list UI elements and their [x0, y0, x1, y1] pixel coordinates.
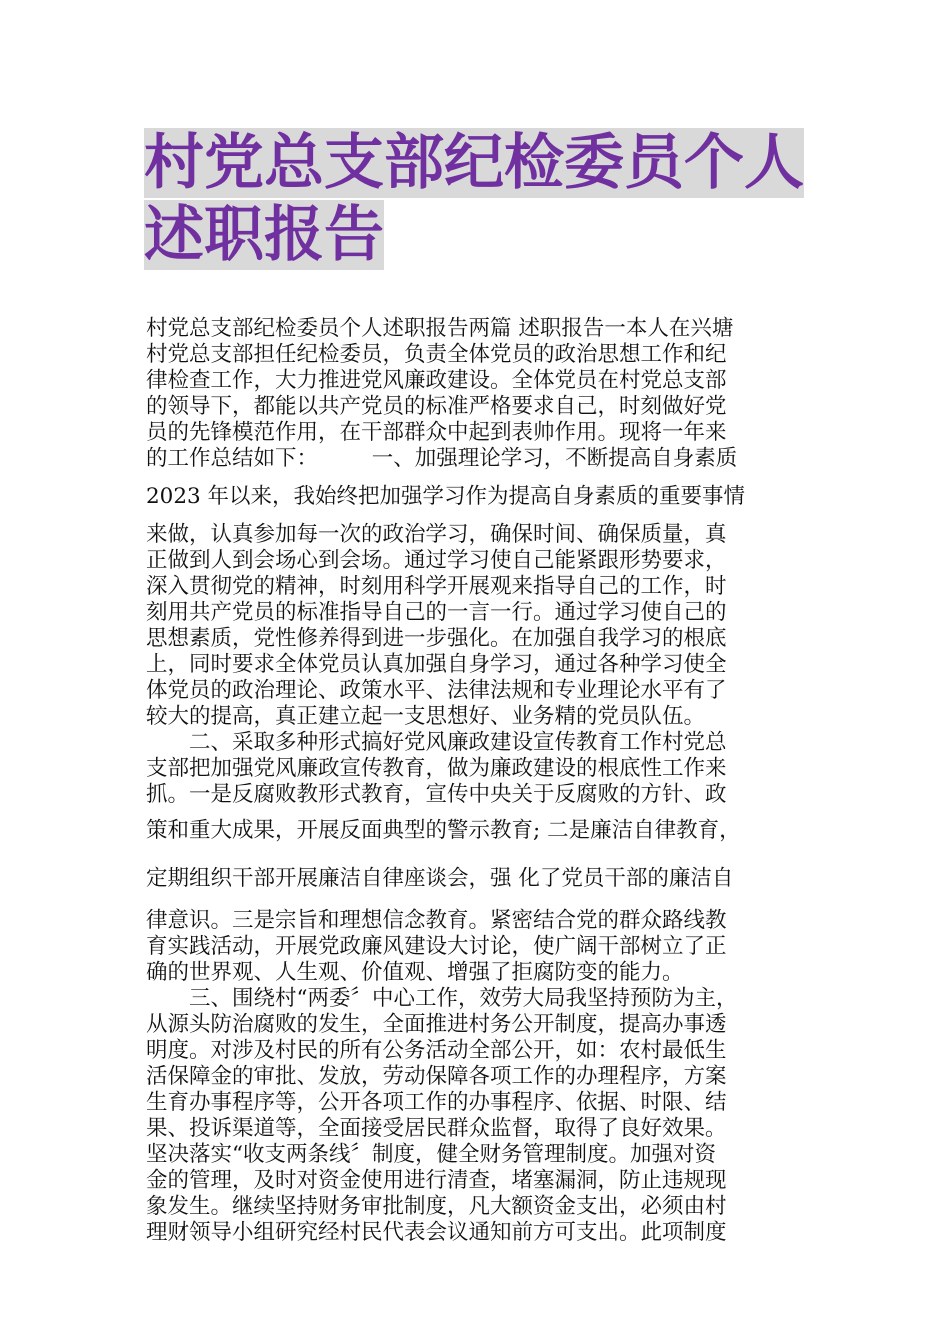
body-line: 支部把加强党风廉政宣传教育，做为廉政建设的根底性工作来 — [146, 756, 727, 781]
body-line: 坚决落实“收支两条线〞制度，健全财务管理制度。加强对资 — [146, 1142, 716, 1167]
body-line: 定期组织干部开展廉洁自律座谈会，强 化了党员干部的廉洁自 — [146, 866, 734, 891]
body-line: 体党员的政治理论、政策水平、法律法规和专业理论水平有了 — [146, 678, 727, 703]
body-line: 较大的提高，真正建立起一支思想好、业务精的党员队伍。 — [146, 704, 706, 729]
body-line: 律检查工作，大力推进党风廉政建设。全体党员在村党总支部 — [146, 368, 727, 393]
body-line: 理财领导小组研究经村民代表会议通知前方可支出。此项制度 — [146, 1220, 727, 1245]
body-line: 2023 年以来，我始终把加强学习作为提高自身素质的重要事情 — [146, 484, 746, 509]
body-line: 上，同时要求全体党员认真加强自身学习，通过各种学习使全 — [146, 652, 727, 677]
title-line-2: 述职报告 — [144, 200, 384, 270]
body-line: 思想素质，党性修养得到进一步强化。在加强自我学习的根底 — [146, 626, 727, 651]
body-line: 活保障金的审批、发放，劳动保障各项工作的办理程序，方案 — [146, 1064, 727, 1089]
body-line: 果、投诉渠道等，全面接受居民群众监督，取得了良好效果。 — [146, 1116, 727, 1141]
body-line: 刻用共产党员的标准指导自己的一言一行。通过学习使自己的 — [146, 600, 727, 625]
body-line: 策和重大成果，开展反面典型的警示教育; 二是廉洁自律教育， — [146, 818, 741, 843]
body-line: 象发生。继续坚持财务审批制度，凡大额资金支出，必须由村 — [146, 1194, 727, 1219]
body-line: 的领导下，都能以共产党员的标准严格要求自己，时刻做好党 — [146, 394, 727, 419]
section-heading-line: 三、围绕村“两委〞中心工作，效劳大局我坚持预防为主， — [189, 986, 738, 1011]
body-line: 的工作总结如下： 一、加强理论学习，不断提高自身素质 — [146, 446, 738, 471]
body-line: 村党总支部纪检委员个人述职报告两篇 述职报告一本人在兴塘 — [146, 316, 734, 341]
body-line: 金的管理，及时对资金使用进行清查，堵塞漏洞，防止违规现 — [146, 1168, 727, 1193]
body-line: 确的世界观、人生观、价值观、增强了拒腐防变的能力。 — [146, 960, 684, 985]
body-line: 来做，认真参加每一次的政治学习，确保时间、确保质量，真 — [146, 522, 727, 547]
body-line: 正做到人到会场心到会场。通过学习使自己能紧跟形势要求， — [146, 548, 727, 573]
body-line: 生育办事程序等，公开各项工作的办事程序、依据、时限、结 — [146, 1090, 727, 1115]
body-line: 育实践活动，开展党政廉风建设大讨论，使广阔干部树立了正 — [146, 934, 727, 959]
body-line: 明度。对涉及村民的所有公务活动全部公开，如：农村最低生 — [146, 1038, 727, 1063]
body-line: 员的先锋模范作用，在干部群众中起到表帅作用。现将一年来 — [146, 420, 727, 445]
body-line: 深入贯彻党的精神，时刻用科学开展观来指导自己的工作，时 — [146, 574, 727, 599]
title-line-1: 村党总支部纪检委员个人 — [144, 128, 804, 198]
section-heading-line: 二、采取多种形式搞好党风廉政建设宣传教育工作村党总 — [189, 730, 727, 755]
body-line: 抓。一是反腐败教形式教育，宣传中央关于反腐败的方针、政 — [146, 782, 727, 807]
document-title — [144, 127, 824, 271]
body-line: 村党总支部担任纪检委员，负责全体党员的政治思想工作和纪 — [146, 342, 727, 367]
body-line: 律意识。三是宗旨和理想信念教育。紧密结合党的群众路线教 — [146, 908, 727, 933]
body-line: 从源头防治腐败的发生，全面推进村务公开制度，提高办事透 — [146, 1012, 727, 1037]
